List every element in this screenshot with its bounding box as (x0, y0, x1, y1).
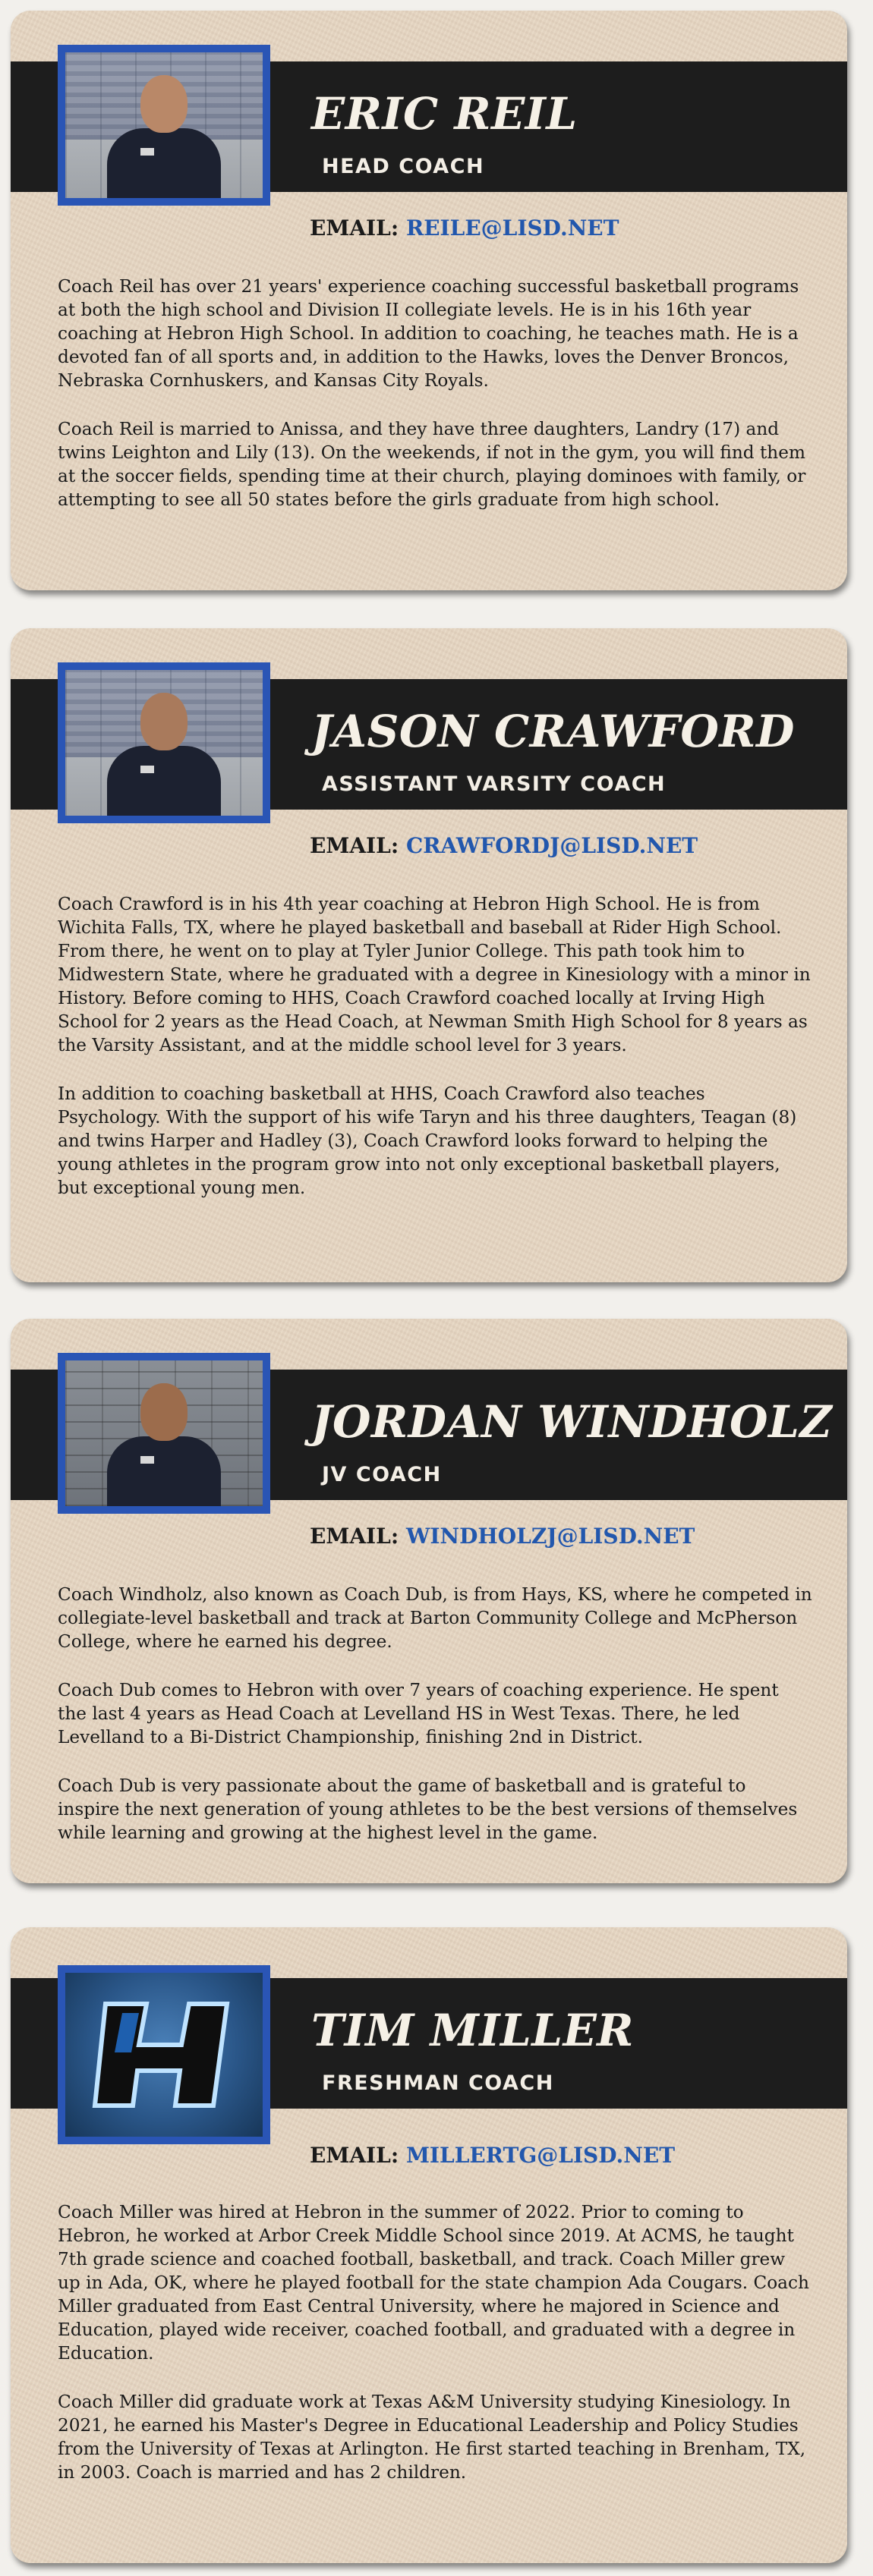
coach-email (310, 833, 698, 858)
email-label: EMAIL: (310, 215, 399, 241)
bio-paragraph: Coach Windholz, also known as Coach Dub, is from Hays, KS, where he competed in collegiate-level basketball and track at Barton Community College and McPherson College, where he earned his degree. (58, 1584, 812, 1652)
coach-photo-frame (58, 1353, 270, 1514)
hebron-h-logo-icon (92, 1998, 236, 2112)
school-logo-image (65, 1973, 263, 2137)
coach-card-jason-crawford (11, 628, 847, 1282)
coach-name: TIM MILLER (311, 2005, 634, 2056)
coach-bio (58, 2200, 812, 2509)
bio-paragraph: Coach Crawford is in his 4th year coaching at Hebron High School. He is from Wichita Falls, TX, where he played basketball and baseball at Rider High School. From there, he went on to play at Tyler Junior College. This path took him to Midwestern State, where he graduated with a degree in Kinesiology with a minor in History. Before coming to HHS, Coach Crawford coached locally at Irving High School for 2 years as the Head Coach, at Newman Smith High School for 8 years as the Varsity Assistant, and at the middle school level for 3 years. (58, 894, 811, 1055)
coach-role: FRESHMAN COACH (322, 2071, 554, 2095)
email-label: EMAIL: (310, 833, 399, 858)
coach-photo-frame (58, 662, 270, 823)
coach-role: JV COACH (322, 1463, 442, 1486)
email-link[interactable]: REILE@LISD.NET (405, 215, 619, 241)
email-link[interactable]: CRAWFORDJ@LISD.NET (405, 833, 698, 858)
coach-email (310, 215, 619, 241)
bio-paragraph: Coach Reil has over 21 years' experience coaching successful basketball programs at both the high school and Division II collegiate levels. He is in his 16th year coaching at Hebron High School. In addition to coaching, he teaches math. He is a devoted fan of all sports and, in addition to the Hawks, loves the Denver Broncos, Nebraska Cornhuskers, and Kansas City Royals. (58, 276, 799, 391)
email-label: EMAIL: (310, 1524, 399, 1549)
coach-photo-frame (58, 1965, 270, 2144)
coach-bio (58, 1583, 812, 1870)
coach-role: HEAD COACH (322, 155, 485, 178)
coach-name: JORDAN WINDHOLZ (311, 1396, 833, 1448)
coach-card-jordan-windholz (11, 1319, 847, 1883)
bio-paragraph: Coach Miller did graduate work at Texas A&M University studying Kinesiology. In 2021, he earned his Master's Degree in Educational Leadership and Policy Studies from the University of Texas at Arlington. He first started teaching in Brenham, TX, in 2003. Coach is married and has 2 children. (58, 2392, 806, 2483)
coach-bio (58, 892, 812, 1225)
coach-card-eric-reil (11, 11, 847, 590)
bio-paragraph: In addition to coaching basketball at HHS, Coach Crawford also teaches Psychology. With the support of his wife Taryn and his three daughters, Teagan (8) and twins Harper and Hadley (3), Coach Crawford looks forward to helping the young athletes in the program grow into not only exceptional basketball players, but exceptional young men. (58, 1084, 797, 1198)
email-label: EMAIL: (310, 2143, 399, 2168)
bio-paragraph: Coach Dub comes to Hebron with over 7 years of coaching experience. He spent the last 4 years as Head Coach at Levelland HS in West Texas. There, he led Levelland to a Bi-District Championship, finishing 2nd in District. (58, 1680, 779, 1747)
coach-photo-frame (58, 45, 270, 206)
coach-email (310, 1524, 695, 1549)
bio-paragraph: Coach Reil is married to Anissa, and they have three daughters, Landry (17) and twins Leighton and Lily (13). On the weekends, if not in the gym, you will find them at the soccer fields, spending time at their church, playing dominoes with family, or attempting to see all 50 states before the girls graduate from high school. (58, 419, 806, 510)
coach-bio (58, 275, 812, 536)
coach-photo (65, 670, 263, 816)
bio-paragraph: Coach Miller was hired at Hebron in the summer of 2022. Prior to coming to Hebron, he worked at Arbor Creek Middle School since 2019. At ACMS, he taught 7th grade science and coached football, basketball, and track. Coach Miller grew up in Ada, OK, where he played football for the state champion Ada Cougars. Coach Miller graduated from East Central University, where he majored in Science and Education, played wide receiver, coached football, and graduated with a degree in Education. (58, 2202, 809, 2364)
email-link[interactable]: MILLERTG@LISD.NET (405, 2143, 676, 2168)
coach-role: ASSISTANT VARSITY COACH (322, 772, 667, 796)
coach-photo (65, 52, 263, 198)
coach-name: ERIC REIL (311, 88, 578, 140)
bio-paragraph: Coach Dub is very passionate about the game of basketball and is grateful to inspire the next generation of young athletes to be the best versions of themselves while learning and growing at the highest level in the game. (58, 1776, 798, 1843)
coach-email (310, 2143, 675, 2168)
email-link[interactable]: WINDHOLZJ@LISD.NET (405, 1524, 695, 1549)
coach-name: JASON CRAWFORD (311, 706, 795, 757)
coach-card-tim-miller (11, 1927, 847, 2563)
coach-photo (65, 1360, 263, 1506)
